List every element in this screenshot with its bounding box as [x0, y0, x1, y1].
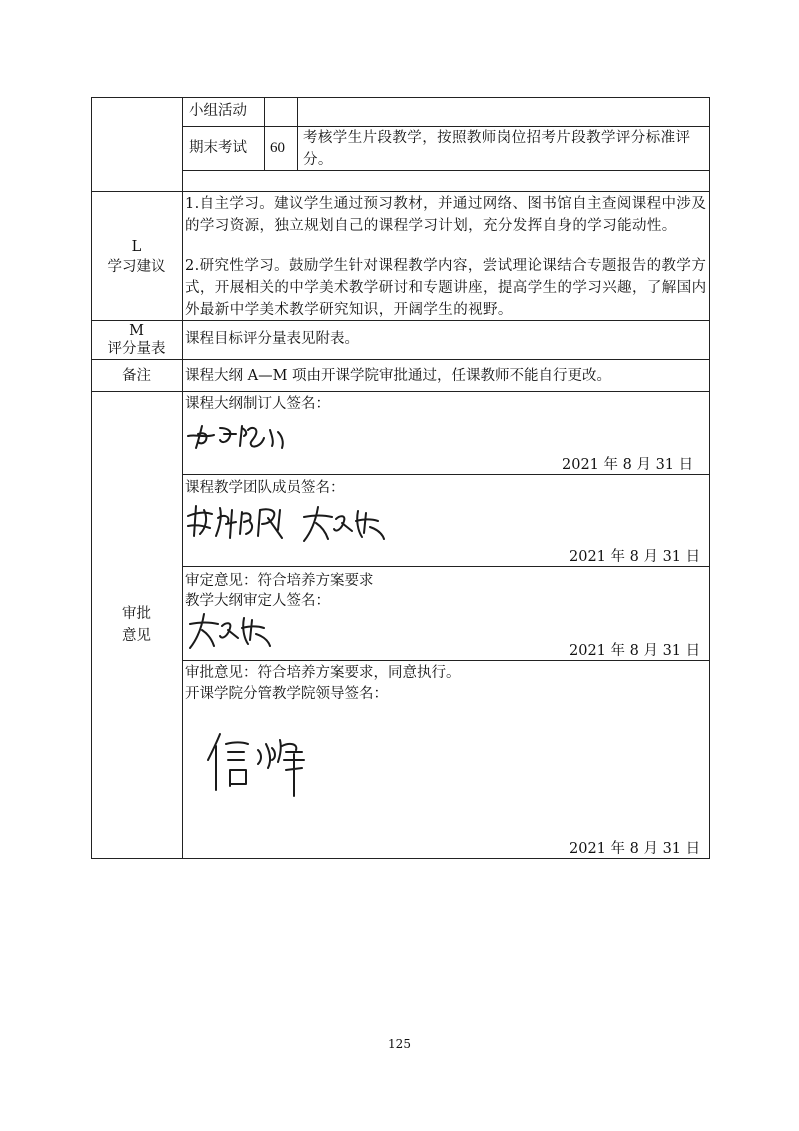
assessment-item-group-activity: 小组活动: [189, 103, 247, 119]
study-advice-paragraph-1: 1.自主学习。建议学生通过预习教材，并通过网络、图书馆自主查阅课程中涉及的学习资源，独立规划自己的课程学习计划，充分发挥自身的学习能动性。: [185, 196, 707, 234]
remarks-label: 备注: [122, 368, 151, 384]
syllabus-reviewer-date: 2021 年 8 月 31 日: [569, 643, 701, 659]
syllabus-author-date: 2021 年 8 月 31 日: [562, 457, 694, 473]
assessment-weight-final-exam: 60: [270, 140, 285, 156]
college-leader-signature-label: 开课学院分管教学院领导签名：: [185, 686, 388, 702]
syllabus-reviewer-signature: [184, 610, 276, 652]
college-leader-signature: [206, 730, 310, 804]
teaching-team-signature-2: [298, 503, 390, 545]
rubric-content: 课程目标评分量表见附表。: [185, 331, 359, 347]
college-leader-date: 2021 年 8 月 31 日: [569, 841, 701, 857]
approval-label-line-1: 审批: [122, 606, 151, 622]
remarks-content: 课程大纲 A—M 项由开课学院审批通过，任课教师不能自行更改。: [185, 368, 612, 384]
teaching-team-signature-label: 课程教学团队成员签名：: [185, 480, 345, 496]
teaching-team-signature-1: [184, 500, 292, 542]
assessment-description-final-exam: 考核学生片段教学，按照教师岗位招考片段教学评分标准评分。: [303, 130, 691, 168]
study-advice-paragraph-2: 2.研究性学习。鼓励学生针对课程教学内容，尝试理论课结合专题报告的教学方式，开展相关的中学美术教学研讨和专题讲座，提高学生的学习兴趣，了解国内外最新中学美术教学研究知识，开阔学生的视野。: [185, 258, 707, 318]
rubric-letter: M: [129, 323, 144, 339]
syllabus-reviewer-signature-label: 教学大纲审定人签名：: [185, 593, 330, 609]
study-advice-label: 学习建议: [107, 259, 166, 275]
review-opinion: 审定意见：符合培养方案要求: [185, 573, 374, 589]
rubric-label: 评分量表: [107, 341, 166, 357]
study-advice-letter: L: [131, 239, 142, 255]
syllabus-author-signature-label: 课程大纲制订人签名：: [185, 396, 330, 412]
approval-opinion: 审批意见：符合培养方案要求，同意执行。: [185, 665, 461, 681]
assessment-item-final-exam: 期末考试: [189, 140, 247, 156]
approval-label-line-2: 意见: [122, 628, 151, 644]
page-number: 125: [388, 1037, 411, 1051]
syllabus-author-signature: [186, 416, 296, 452]
teaching-team-date: 2021 年 8 月 31 日: [569, 549, 701, 565]
